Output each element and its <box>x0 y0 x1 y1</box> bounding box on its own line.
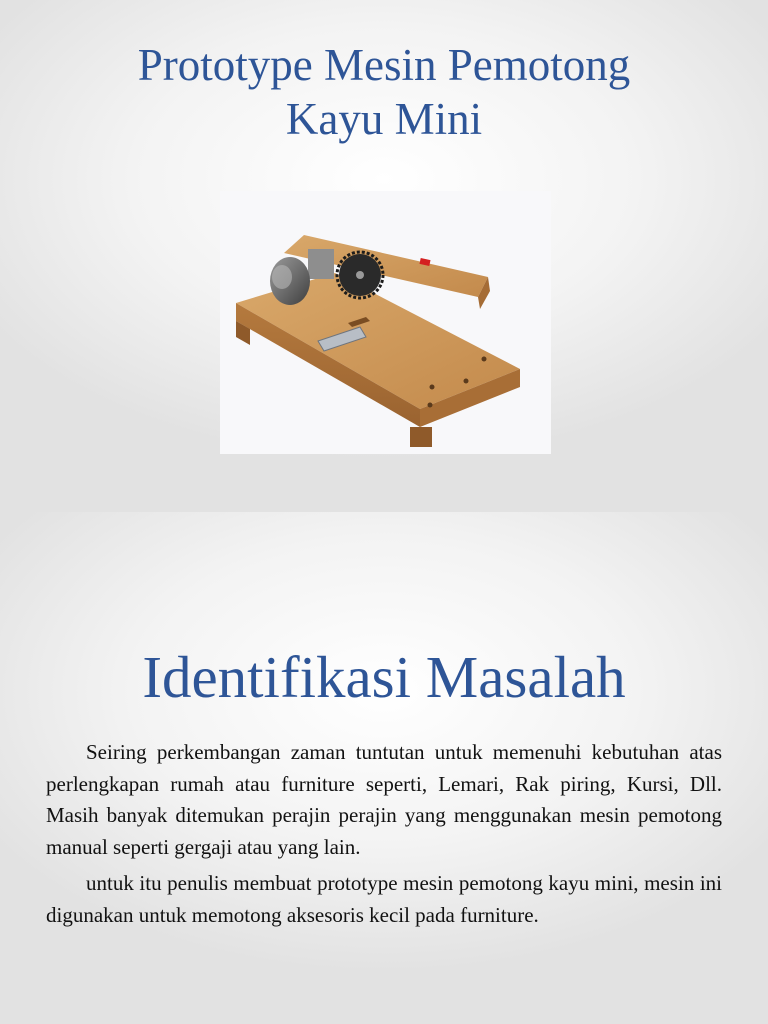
body-text <box>46 737 722 936</box>
paragraph-1: Seiring perkembangan zaman tuntutan untuk memenuhi kebutuhan atas perlengkapan rumah atau furniture seperti, Lemari, Rak piring, Kursi, Dll. Masih banyak ditemukan perajin perajin yang menggunakan mesin pemotong manual seperti gergaji atau yang lain. <box>46 740 722 859</box>
machine-image <box>220 191 551 454</box>
foot-front <box>410 427 432 447</box>
title-line-2: Kayu Mini <box>285 94 483 144</box>
slide-2 <box>0 512 768 1024</box>
paragraph-2: untuk itu penulis membuat prototype mesin pemotong kayu mini, mesin ini digunakan untuk memotong aksesoris kecil pada furniture. <box>46 871 722 927</box>
slide-2-title: Identifikasi Masalah <box>142 644 626 710</box>
machine-illustration <box>220 191 551 454</box>
title-line-1: Prototype Mesin Pemotong <box>137 40 631 90</box>
slide-1-title <box>0 38 768 146</box>
